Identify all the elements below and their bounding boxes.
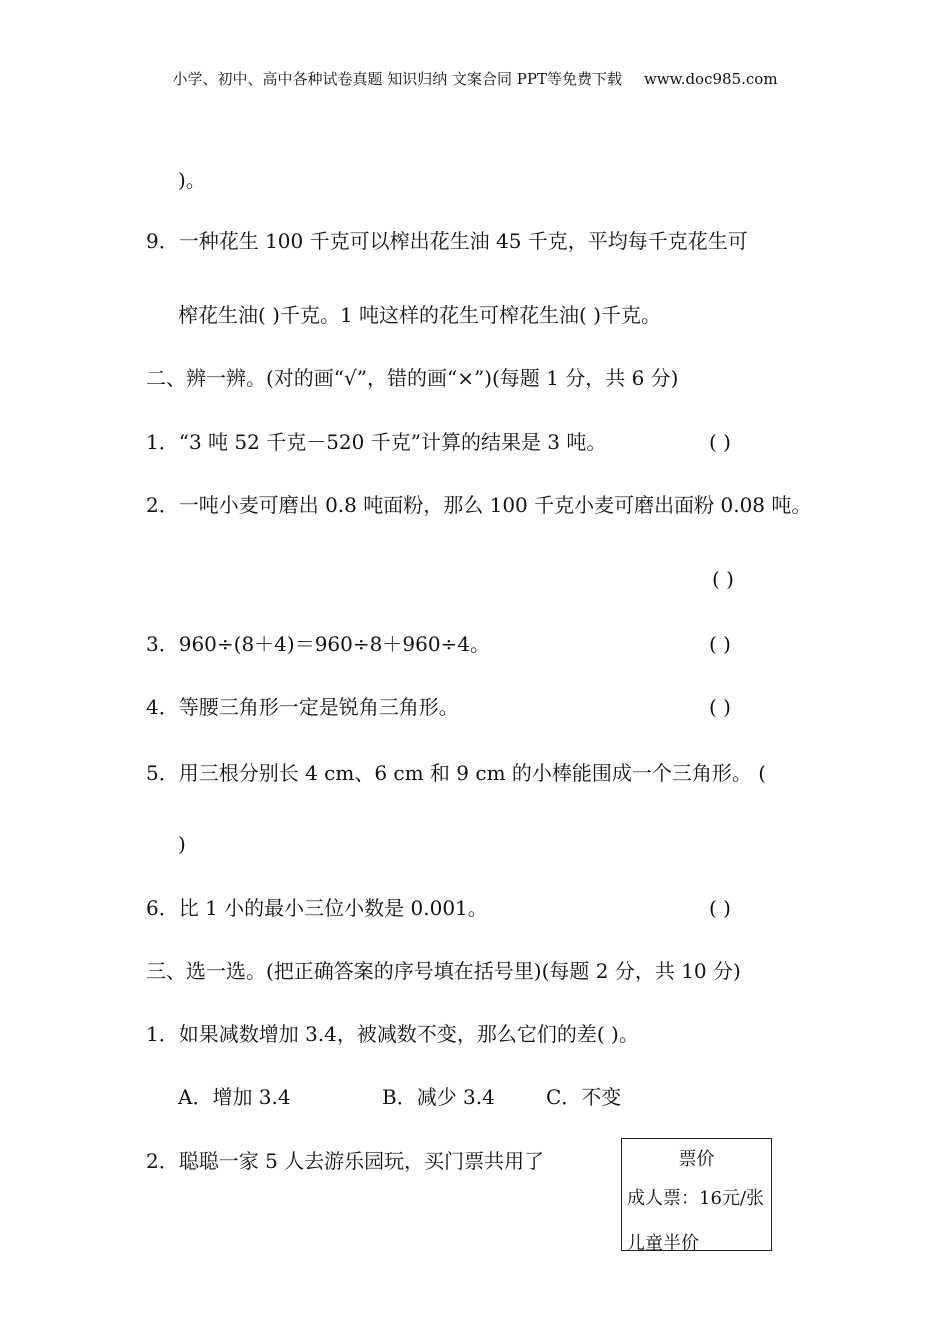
- s2-question-5: 5．用三根分别长 4 cm、6 cm 和 9 cm 的小棒能围成一个三角形。 (: [146, 761, 767, 785]
- s2-question-4: 4．等腰三角形一定是锐角三角形。: [146, 695, 459, 719]
- s2-answer-paren-6: ( ): [709, 896, 731, 920]
- s2-answer-paren-1: ( ): [709, 430, 731, 454]
- previous-question-fragment: )。: [178, 168, 206, 192]
- header-text: 小学、初中、高中各种试卷真题 知识归纳 文案合同 PPT等免费下载: [172, 70, 622, 88]
- s3-question-2: 2．聪聪一家 5 人去游乐园玩，买门票共用了: [146, 1149, 545, 1173]
- price-child-ticket: 儿童半价: [627, 1233, 699, 1254]
- s3-q1-option-c: C．不变: [546, 1085, 622, 1109]
- s2-answer-paren-5-close: ): [178, 832, 186, 856]
- s2-question-2: 2．一吨小麦可磨出 0.8 吨面粉，那么 100 千克小麦可磨出面粉 0.08 吨。: [146, 493, 812, 517]
- question-9-line-2: 榨花生油( )千克。1 吨这样的花生可榨花生油( )千克。: [178, 303, 662, 327]
- price-adult-ticket: 成人票：16元/张: [627, 1188, 764, 1209]
- price-box-title: 票价: [678, 1149, 715, 1170]
- s2-question-6: 6．比 1 小的最小三位小数是 0.001。: [146, 896, 488, 920]
- section-3-title: 三、选一选。(把正确答案的序号填在括号里)(每题 2 分，共 10 分): [146, 959, 741, 983]
- s3-question-1: 1．如果减数增加 3.4，被减数不变，那么它们的差( )。: [146, 1022, 639, 1046]
- question-9-line-1: 9．一种花生 100 千克可以榨出花生油 45 千克，平均每千克花生可: [146, 229, 748, 253]
- s2-answer-paren-4: ( ): [709, 695, 731, 719]
- header-site: www.doc985.com: [643, 70, 778, 88]
- section-2-title: 二、辨一辨。(对的画“√”，错的画“×”)(每题 1 分，共 6 分): [146, 366, 679, 390]
- s3-q1-option-b: B．减少 3.4: [382, 1085, 495, 1109]
- ticket-price-box: [621, 1138, 772, 1254]
- page-header: [0, 68, 950, 89]
- s2-answer-paren-3: ( ): [709, 632, 731, 656]
- s2-question-3: 3．960÷(8＋4)＝960÷8＋960÷4。: [146, 632, 491, 656]
- s3-q1-option-a: A．增加 3.4: [178, 1085, 291, 1109]
- s2-answer-paren-2: ( ): [712, 567, 734, 591]
- s2-question-1: 1．“3 吨 52 千克－520 千克”计算的结果是 3 吨。: [146, 430, 607, 454]
